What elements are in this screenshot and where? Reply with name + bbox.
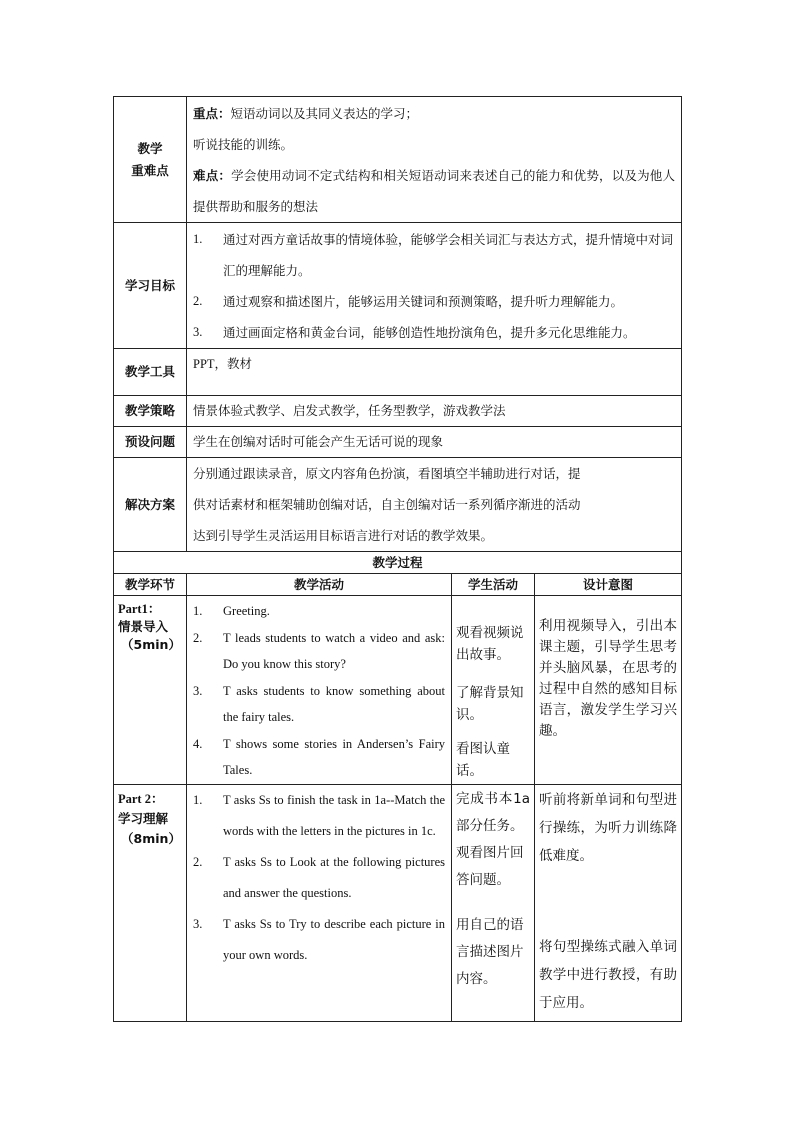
list-number: 1. [193, 232, 203, 246]
list-item [193, 598, 445, 625]
hard-text: 学会使用动词不定式结构和相关短语动词来表述自己的能力和优势，以及为他人提供帮助和服务的想法 [193, 168, 675, 214]
list-text: 通过观察和描述图片，能够运用关键词和预测策略，提升听力理解能力。 [223, 294, 624, 309]
design-intent: 利用视频导入，引出本课主题，引导学生思考并头脑风暴，在思考的过程中自然的感知目标语言，激发学生学习兴趣。 [539, 618, 677, 739]
list-text: T asks Ss to Look at the following pictures and answer the questions. [223, 854, 445, 900]
difficulty-content [187, 97, 682, 223]
header-activity: 教学活动 [187, 574, 452, 596]
design-intent: 将句型操练式融入单词教学中进行教授，有助于应用。 [539, 938, 677, 1011]
student-activity: 完成书本1a部分任务。 [456, 790, 530, 834]
list-text: Greeting. [223, 604, 270, 618]
list-text: 通过画面定格和黄金台词，能够创造性地扮演角色，提升多元化思维能力。 [223, 325, 636, 340]
part1-student [452, 596, 535, 785]
header-stage: 教学环节 [114, 574, 187, 596]
part2-label-3: （8min） [121, 830, 181, 846]
header-intent: 设计意图 [535, 574, 682, 596]
list-number: 4. [193, 736, 203, 751]
list-item [193, 731, 445, 784]
solution-label: 解决方案 [114, 458, 187, 552]
list-text: T asks students to know something about the fairy tales. [223, 683, 445, 724]
part1-activities [187, 596, 452, 785]
part2-label-1: Part 2： [118, 791, 164, 806]
solution-row [114, 458, 682, 552]
list-number: 3. [193, 325, 203, 339]
list-number: 1. [193, 604, 203, 618]
part1-label [114, 596, 187, 785]
key-text: 短语动词以及其同义表达的学习； [230, 106, 419, 121]
list-item [193, 317, 675, 348]
difficulty-label: 教学 重难点 [114, 97, 187, 223]
part2-activity-list [193, 785, 445, 971]
list-number: 2. [193, 630, 203, 645]
hard-label: 难点： [193, 168, 232, 183]
list-text: T asks Ss to Try to describe each picture in your own words. [223, 916, 445, 962]
part2-activities [187, 784, 452, 1021]
difficulty-row [114, 97, 682, 223]
part2-label-2: 学习理解 [118, 810, 169, 826]
problem-text: 学生在创编对话时可能会产生无话可说的现象 [187, 427, 682, 458]
list-text: T asks Ss to finish the task in 1a--Match the words with the letters in the pictures in 1c. [223, 792, 445, 838]
part1-activity-list [193, 598, 445, 784]
header-student: 学生活动 [452, 574, 535, 596]
list-item [193, 909, 445, 971]
key-text-2: 听说技能的训练。 [193, 137, 294, 152]
process-title: 教学过程 [114, 552, 682, 574]
student-activity: 了解背景知识。 [456, 685, 524, 723]
student-activity: 观看图片回答问题。 [456, 844, 524, 888]
goals-label: 学习目标 [114, 223, 187, 349]
tools-text: PPT，教材 [187, 349, 682, 396]
part1-label-1: Part1： [118, 602, 161, 616]
list-number: 2. [193, 854, 203, 869]
lesson-plan-table [113, 96, 682, 1022]
list-item [193, 847, 445, 909]
strategy-row [114, 396, 682, 427]
student-activity: 用自己的语言描述图片内容。 [456, 916, 524, 987]
problem-label: 预设问题 [114, 427, 187, 458]
part2-intent [535, 784, 682, 1021]
goals-row [114, 223, 682, 349]
list-text: T leads students to watch a video and ask: Do you know this story? [223, 630, 445, 671]
list-text: T shows some stories in Andersen’s Fairy Tales. [223, 736, 445, 777]
list-number: 2. [193, 294, 203, 308]
part1-label-3: （5min） [121, 637, 181, 652]
design-intent: 听前将新单词和句型进行操练，为听力训练降低难度。 [539, 791, 677, 864]
part1-intent [535, 596, 682, 785]
solution-line: 分别通过跟读录音，原文内容角色扮演，看图填空半辅助进行对话，提 [193, 466, 581, 481]
strategy-text: 情景体验式教学、启发式教学，任务型教学，游戏教学法 [187, 396, 682, 427]
student-activity: 看图认童话。 [456, 741, 510, 779]
strategy-label: 教学策略 [114, 396, 187, 427]
tools-label: 教学工具 [114, 349, 187, 396]
list-number: 3. [193, 916, 203, 931]
process-header-row [114, 574, 682, 596]
solution-line: 供对话素材和框架辅助创编对话，自主创编对话一系列循序渐进的活动 [193, 497, 581, 512]
part2-student [452, 784, 535, 1021]
list-item [193, 678, 445, 731]
key-label: 重点： [193, 106, 231, 121]
student-activity: 观看视频说出故事。 [456, 625, 524, 663]
process-title-row [114, 552, 682, 574]
part1-label-2: 情景导入 [118, 619, 169, 634]
list-number: 3. [193, 683, 203, 698]
list-item [193, 625, 445, 678]
goals-content [187, 223, 682, 349]
list-item [193, 224, 675, 286]
list-item [193, 785, 445, 847]
part2-label [114, 784, 187, 1021]
goals-list [193, 224, 675, 348]
solution-line: 达到引导学生灵活运用目标语言进行对话的教学效果。 [193, 528, 494, 543]
problem-row [114, 427, 682, 458]
list-number: 1. [193, 792, 203, 807]
part1-row [114, 596, 682, 785]
part2-row [114, 784, 682, 1021]
list-item [193, 286, 675, 317]
list-text: 通过对西方童话故事的情境体验，能够学会相关词汇与表达方式，提升情境中对词汇的理解能力。 [223, 232, 674, 278]
tools-row [114, 349, 682, 396]
solution-content [187, 458, 682, 552]
